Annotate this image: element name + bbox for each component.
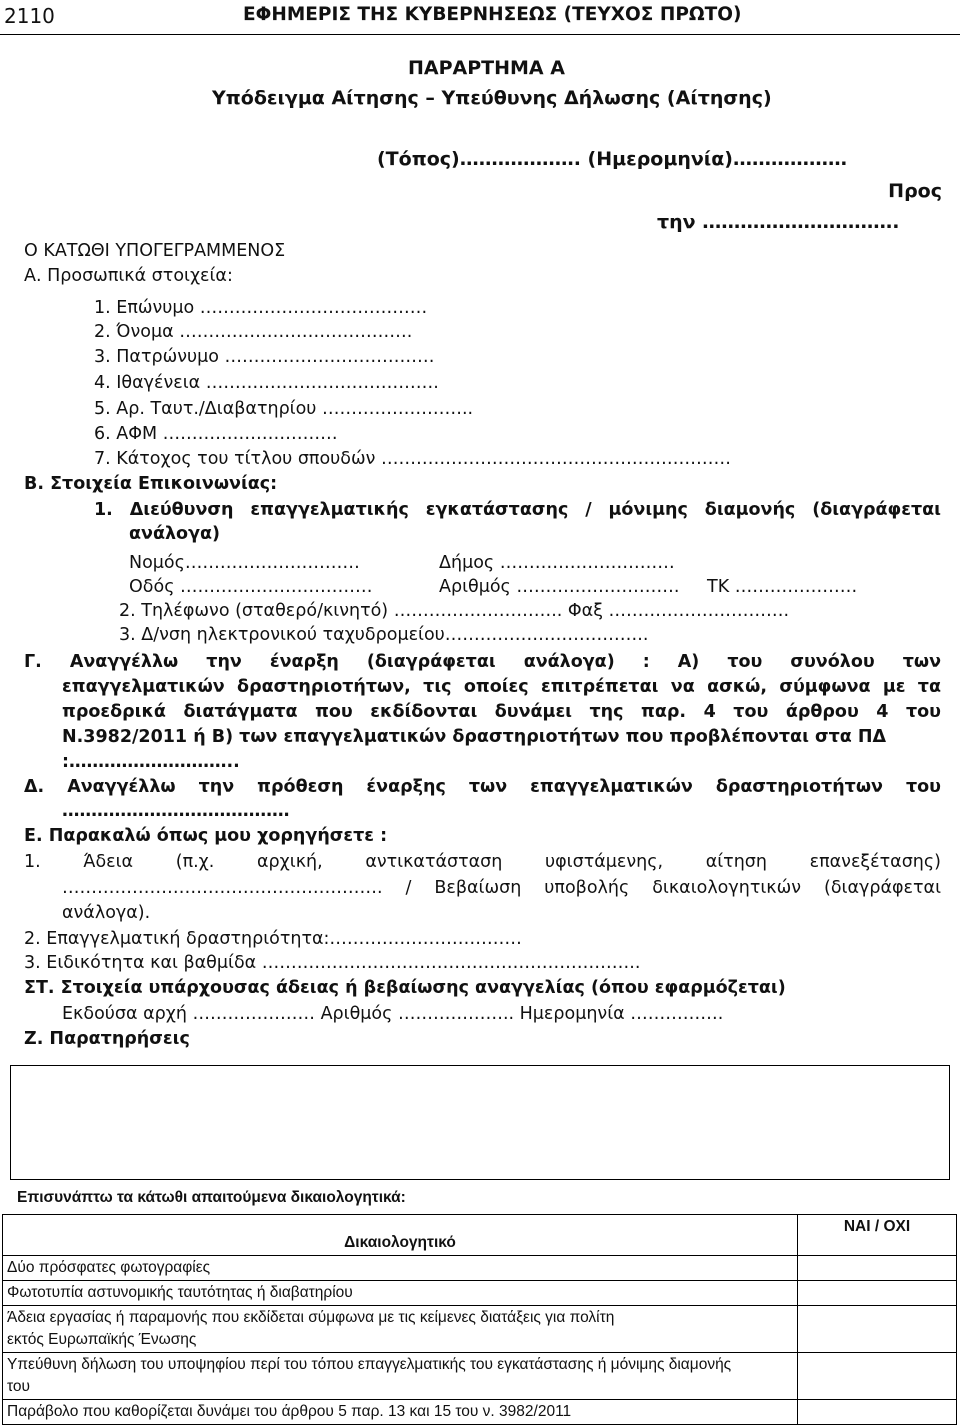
- annex-subtitle: Υπόδειγμα Αίτησης – Υπεύθυνης Δήλωσης (Αίτησης): [212, 87, 772, 109]
- field-prefecture: Νομός…………………………: [129, 553, 360, 573]
- yes-no-cell[interactable]: [798, 1400, 957, 1425]
- address-label-line2: ανάλογα): [129, 524, 221, 544]
- attachments-table: [2, 1214, 957, 1425]
- field-municipality: Δήμος …………………………: [439, 553, 675, 573]
- column-header-document: Δικαιολογητικό: [344, 1234, 456, 1251]
- attachments-intro: Επισυνάπτω τα κάτωθι απαιτούμενα δικαιολογητικά:: [17, 1189, 406, 1206]
- section-d-line1: Δ. Αναγγέλλω την πρόθεση έναρξης των επαγγελματικών δραστηριοτήτων του: [24, 777, 941, 797]
- yes-no-cell[interactable]: [798, 1353, 957, 1400]
- document-name: Δύο πρόσφατες φωτογραφίες: [3, 1256, 798, 1281]
- yes-no-cell[interactable]: [798, 1281, 957, 1306]
- recipient-label: Προς: [888, 180, 942, 202]
- remarks-box[interactable]: [10, 1065, 950, 1180]
- field-degree-holder: 7. Κάτοχος του τίτλου σπουδών ……………………………………………………: [94, 449, 731, 469]
- document-name: Παράβολο που καθορίζεται δυνάμει του άρθρου 5 παρ. 13 και 15 του ν. 3982/2011: [3, 1400, 798, 1425]
- table-header-row: [3, 1215, 957, 1256]
- section-e-item1-line2: ………………………………………………. / Βεβαίωση υποβολής δικαιολογητικών (διαγράφεται: [62, 878, 941, 898]
- field-street-number: Αριθμός ……………………….: [439, 577, 680, 597]
- address-label-line1: 1. Διεύθυνση επαγγελματικής εγκατάστασης / μόνιμης διαμονής (διαγράφεται: [94, 500, 941, 520]
- table-row: [3, 1306, 957, 1353]
- section-a-title: Α. Προσωπικά στοιχεία:: [24, 266, 233, 286]
- yes-no-cell[interactable]: [798, 1306, 957, 1353]
- document-name: Υπεύθυνη δήλωση του υποψηφίου περί του τόπου επαγγελματικής του εγκατάστασης ή μόνιμης διαμονής του: [3, 1353, 798, 1400]
- field-first-name: 2. Όνομα ………………………………….: [94, 322, 413, 342]
- section-g-line5: :………………………..: [62, 752, 240, 772]
- section-d-line2: …………………………………: [62, 801, 290, 821]
- section-st-title: ΣΤ. Στοιχεία υπάρχουσας άδειας ή βεβαίωσης αναγγελίας (όπου εφαρμόζεται): [24, 978, 786, 998]
- page-number: 2110: [4, 4, 55, 28]
- section-e-title: Ε. Παρακαλώ όπως μου χορηγήσετε :: [24, 826, 388, 846]
- field-tax-number: 6. ΑΦΜ …………………………: [94, 424, 338, 444]
- document-name: Φωτοτυπία αστυνομικής ταυτότητας ή διαβατηρίου: [3, 1281, 798, 1306]
- undersigned-label: Ο ΚΑΤΩΘΙ ΥΠΟΓΕΓΡΑΜΜΕΝΟΣ: [24, 241, 286, 261]
- section-g-line4: Ν.3982/2011 ή Β) των επαγγελματικών δραστηριοτήτων που προβλέπονται στα ΠΔ: [62, 727, 887, 747]
- gazette-title: ΕΦΗΜΕΡΙΣ ΤΗΣ ΚΥΒΕΡΝΗΣΕΩΣ (ΤΕΥΧΟΣ ΠΡΩΤΟ): [243, 4, 742, 25]
- recipient-line: την ………………………….: [657, 211, 900, 233]
- field-street: Οδός ……………………………: [129, 577, 373, 597]
- field-issuer-number-date: Εκδούσα αρχή ………………… Αριθμός ……………….. Ημερομηνία …………….: [62, 1004, 724, 1024]
- field-fathers-name: 3. Πατρώνυμο ………………………………: [94, 347, 435, 367]
- table-row: [3, 1400, 957, 1425]
- section-e-item1-line1: 1. Άδεια (π.χ. αρχική, αντικατάσταση υφιστάμενης, αίτηση επανεξέτασης): [24, 852, 941, 872]
- section-e-item1-line3: ανάλογα).: [62, 903, 151, 923]
- header-rule: [0, 34, 960, 35]
- section-b-title: Β. Στοιχεία Επικοινωνίας:: [24, 474, 278, 494]
- field-phone-fax: 2. Τηλέφωνο (σταθερό/κινητό) ……………………….. Φαξ ………………………….: [119, 601, 790, 621]
- table-row: [3, 1256, 957, 1281]
- field-id-passport: 5. Αρ. Ταυτ./Διαβατηρίου ……………………..: [94, 399, 474, 419]
- document-name: Άδεια εργασίας ή παραμονής που εκδίδεται σύμφωνα με τις κείμενες διατάξεις για πολίτη εκτός Ευρωπαϊκής Ένωσης: [3, 1306, 798, 1353]
- field-postal-code: ΤΚ …………………: [707, 577, 858, 597]
- place-date-line: (Τόπος)………………. (Ημερομηνία)………………: [377, 148, 847, 170]
- yes-no-cell[interactable]: [798, 1256, 957, 1281]
- field-professional-activity: 2. Επαγγελματική δραστηριότητα:……………………………: [24, 929, 522, 949]
- section-g-line1: Γ. Αναγγέλλω την έναρξη (διαγράφεται ανάλογα) : Α) του συνόλου των: [24, 652, 941, 672]
- column-header-yes-no: ΝΑΙ / ΟΧΙ: [798, 1215, 957, 1256]
- annex-title: ΠΑΡΑΡΤΗΜΑ Α: [408, 57, 565, 79]
- section-g-line2: επαγγελματικών δραστηριοτήτων, τις οποίες επιτρέπεται να ασκώ, σύμφωνα με τα: [62, 677, 941, 697]
- field-email: 3. Δ/νση ηλεκτρονικού ταχυδρομείου……………………………..: [119, 625, 649, 645]
- field-surname: 1. Επώνυμο …………………………………: [94, 298, 428, 318]
- section-g-line3: προεδρικά διατάγματα που εκδίδονται δυνάμει της παρ. 4 του άρθρου 4 του: [62, 702, 941, 722]
- section-z-title: Ζ. Παρατηρήσεις: [24, 1029, 190, 1049]
- table-row: [3, 1281, 957, 1306]
- field-nationality: 4. Ιθαγένεια ………………………………….: [94, 373, 439, 393]
- field-specialty-grade: 3. Ειδικότητα και βαθμίδα ………………………………………………………..: [24, 953, 641, 973]
- table-row: [3, 1353, 957, 1400]
